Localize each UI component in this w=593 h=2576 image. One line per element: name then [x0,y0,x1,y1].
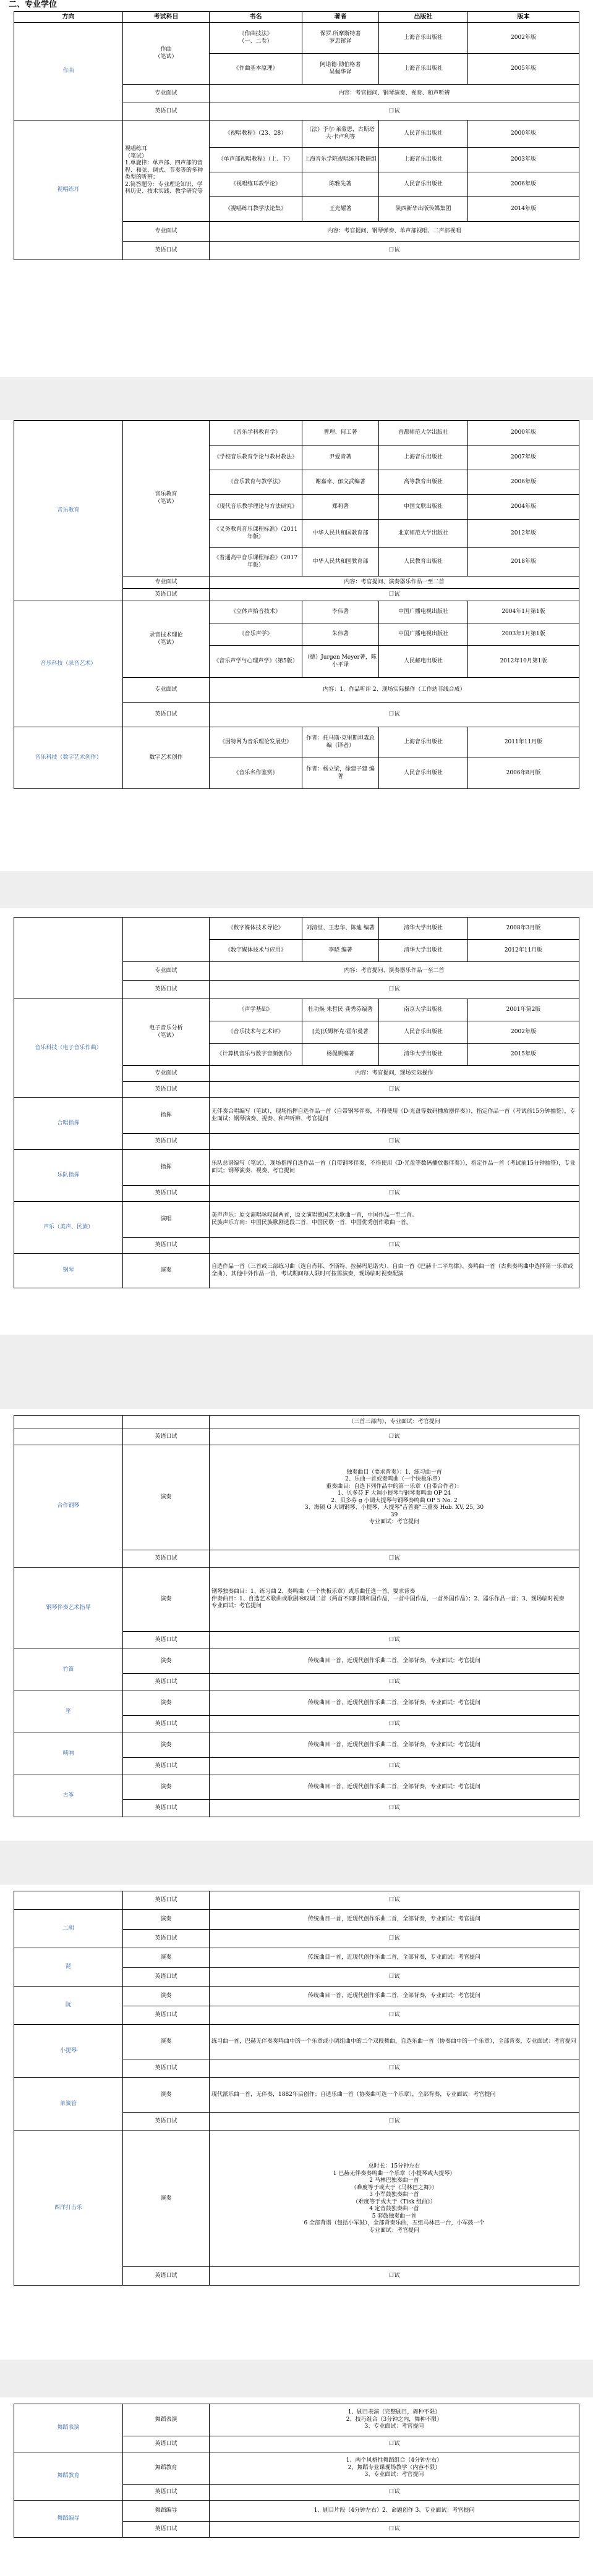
english-label: 英语口试 [123,2522,210,2538]
book: 《现代音乐教学理论与方法研究》 [210,495,302,520]
english-content: 口试 [210,1674,579,1691]
section-title: 二、专业学位 [9,0,58,9]
english-content: 口试 [210,2436,579,2452]
book: 《视唱练耳教学论》 [210,172,302,197]
publisher: 上海音乐出版社 [379,446,468,470]
author: 王光耀著 [302,197,379,222]
author: [美]沃姆杯克·霍尔曼著 [302,1021,379,1044]
english-label: 英语口试 [123,981,210,999]
publisher: 南京大学出版社 [379,999,468,1021]
play-label: 演奏 [123,1733,210,1758]
english-label: 英语口试 [123,1550,210,1568]
play-label: 演奏 [123,1254,210,1288]
play-label: 演奏 [123,1948,210,1968]
publisher: 上海音乐出版社 [379,727,468,758]
english-label: 英语口试 [123,2485,210,2501]
sing-label: 演唱 [123,1202,210,1238]
subject-dance-performance: 舞蹈表演 [123,2404,210,2436]
english-content: 口试 [210,242,579,260]
conduct-label: 指挥 [123,1150,210,1186]
play-label: 演奏 [123,1910,210,1930]
publisher: 中国广播电视出版社 [379,623,468,646]
publisher: 中国文联出版社 [379,495,468,520]
play-content: 钢琴独奏曲目：1、练习曲 2、奏鸣曲（一个快板乐章）或乐曲任选一首，要求背奏 伴奏曲目：1、自选艺术歌曲或歌剧咏叹调二首（两首不同时期和国作品，一首中国作品，一首外国作品）；2、器乐作品一首；3、现场临时视奏 专业面试：考官提问 [210,1568,579,1632]
book: 《单声部视唱教程》（上、下） [210,148,302,172]
direction-recording-art: 音乐科技（录音艺术） [14,601,123,727]
english-content: 口试 [210,703,579,727]
page-gap [0,871,593,908]
play-label: 演奏 [123,1445,210,1550]
author: 尹爱青著 [302,446,379,470]
edition: 2003年1月第1版 [468,623,579,646]
publisher: 高等教育出版社 [379,470,468,495]
edition: 2004年版 [468,495,579,520]
english-label: 英语口试 [123,1800,210,1817]
english-content: 口试 [210,2006,579,2025]
author: 杨侃帆编著 [302,1044,379,1066]
publisher: 清华大学出版社 [379,940,468,962]
english-content: 口试 [210,1891,579,1910]
english-content: 口试 [210,2485,579,2501]
direction-suona: 唢呐 [14,1733,123,1775]
table-4 [14,1415,579,1817]
direction-blank [14,918,123,999]
col-header-subject: 考试科目 [123,12,210,23]
play-label: 演奏 [123,2078,210,2113]
author: 阿诺德·勋伯格著 吴佩华译 [302,54,379,85]
page-gap [0,2360,593,2397]
english-content: 口试 [210,2267,579,2286]
direction-ruan: 阮 [14,1987,123,2025]
subject-dance-education: 舞蹈教育 [123,2452,210,2485]
publisher: 人民音乐出版社 [379,758,468,789]
retest-label: 专业面试 [123,1066,210,1082]
author: 郑莉著 [302,495,379,520]
direction-dizi: 竹笛 [14,1649,123,1691]
author: 杜功焕 朱哲民 龚秀芬编著 [302,999,379,1021]
book: 《作曲技法》 （一、二卷） [210,23,302,54]
subject-digital: 数字艺术创作 [123,727,210,789]
page-3 [0,908,593,1335]
direction-clarinet: 单簧管 [14,2078,123,2131]
english-content: 口试 [210,589,579,601]
book: 《义务教育音乐课程标准》（2011年版） [210,520,302,548]
edition: 2015年版 [468,1044,579,1066]
subject-blank [123,1416,210,1429]
edition: 2005年版 [468,54,579,85]
direction-percussion: 西洋打击乐 [14,2131,123,2286]
book: 《数字媒体技术导论》 [210,918,302,940]
author: 李晓 编著 [302,940,379,962]
author: 保罗.所摩斯特著 罗忠镕译 [302,23,379,54]
english-label: 英语口试 [123,2267,210,2286]
play-content: 现代派乐曲一首，无伴奏，1882年后创作；自选乐曲一首（协奏曲可选一个乐章），全部背奏，专业面试：考官提问 [210,2078,579,2113]
retest-label: 专业面试 [123,576,210,589]
direction-blank [14,1891,123,1910]
page-1 [0,0,593,377]
book: 《因特网为音乐理论发展史》 [210,727,302,758]
edition: 2012年版 [468,520,579,548]
english-content: 口试 [210,1550,579,1568]
play-label: 演奏 [123,1649,210,1674]
publisher: 首都师范大学出版社 [379,421,468,446]
book: 《视唱教程》（23、28） [210,120,302,148]
play-content: 传统曲目一首，近现代创作乐曲二首，全部背奏，专业面试：考官提问 [210,1649,579,1674]
retest-content: 内容：考官提问、演奏器乐作品一至二首 [210,576,579,589]
direction-vocal: 声乐（美声、民族） [14,1202,123,1254]
author: 谢嘉幸、郁文武编著 [302,470,379,495]
publisher: 上海音乐出版社 [379,148,468,172]
english-content: 口试 [210,1632,579,1649]
direction-erhu: 二胡 [14,1910,123,1948]
retest-content: 内容：考官提问，现场实际操作 [210,1066,579,1082]
english-label: 英语口试 [123,242,210,260]
english-content: 口试 [210,2522,579,2538]
choreography-content: 1、剧目片段（4分钟左右）2、命题创作 3、专业面试：考官提问 [210,2501,579,2522]
english-content: 口试 [210,1238,579,1254]
english-content: 口试 [210,1082,579,1098]
subject-electronic: 电子音乐分析 （笔试） [123,999,210,1066]
page-5 [0,1885,593,2360]
english-label: 英语口试 [123,703,210,727]
dance-performance-content: 1、剧目表演（完整剧目，舞种不限） 2、技巧组合（3分钟之内，舞种不限） 3、专业面试：考官提问 [210,2404,579,2436]
english-content: 口试 [210,1716,579,1733]
subject-blank [123,918,210,962]
subject-music-education: 音乐教育 （笔试） [123,421,210,576]
author: 刘清堂、王忠华、陈迪 编著 [302,918,379,940]
edition: 2000年版 [468,421,579,446]
direction-sight-singing: 视唱练耳 [14,120,123,260]
author: 陈雅先著 [302,172,379,197]
publisher: 北京师范大学出版社 [379,520,468,548]
direction-music-education: 音乐教育 [14,421,123,601]
table-5 [14,1891,579,2286]
table-6 [14,2404,579,2538]
publisher: 清华大学出版社 [379,1044,468,1066]
author: 上海音乐学院视唱练耳教研组 [302,148,379,172]
english-content: 口试 [210,2059,579,2078]
book: 《音乐教育与教学法》 [210,470,302,495]
english-label: 英语口试 [123,1758,210,1775]
edition: 2007年版 [468,446,579,470]
edition: 2002年版 [468,23,579,54]
direction-choreography: 舞蹈编导 [14,2501,123,2538]
author: 曹理、何工著 [302,421,379,446]
retest-content: 内容：1、作品听评 2、现场实际操作（工作站非线合成） [210,678,579,703]
publisher: 上海音乐出版社 [379,54,468,85]
edition: 2011年11月版 [468,727,579,758]
subject-recording: 录音技术理论 （笔试） [123,601,210,678]
play-label: 演奏 [123,1775,210,1800]
table-2 [14,420,579,789]
english-label: 英语口试 [123,2113,210,2131]
subject-sight-singing: 视唱练耳 （笔试） 1.单旋律：单声部、四声部的音程、和弦、调式、节奏等的多种类型的听辨； 2.简答题分：专业理论知识、学科历史、技术实践、教学研究等 [123,120,210,222]
col-header-direction: 方向 [14,12,123,23]
book: 《作曲基本原理》 [210,54,302,85]
author: （法）予尔·莱蒙恩，古斯塔夫·卡卢利等 [302,120,379,148]
english-label: 英语口试 [123,1082,210,1098]
play-label: 演奏 [123,1691,210,1716]
col-header-publisher: 出版社 [379,12,468,23]
conduct-content: 乐队总谱编写（笔试），现场指挥自选作品一首（自带钢琴伴奏，不得使用《D·光盘等数码播放器伴奏》），指定作品一首（考试前15分钟抽签），专业面试；钢琴演奏、视奏、考官提问 [210,1150,579,1186]
edition: 2003年版 [468,148,579,172]
english-content: 口试 [210,1930,579,1948]
english-label: 英语口试 [123,1632,210,1649]
english-label: 英语口试 [123,1968,210,1987]
retest-label: 专业面试 [123,85,210,103]
edition: 2000年版 [468,120,579,148]
subject-composition: 作曲 （笔试） [123,23,210,85]
retest-content: 内容：考官提问、钢琴弹奏、单声部视唱、二声部视唱 [210,222,579,242]
english-content: 口试 [210,981,579,999]
english-content: 口试 [210,1186,579,1202]
sing-content: 美声声乐：原文演唱咏叹调两首，原文演唱德国艺术歌曲一首，中国作品一至二首。 民族声乐方向：中国民族歌剧选段二首，中国民歌一首，中国优秀创作歌曲一首。 [210,1202,579,1238]
direction-blank [14,1416,123,1429]
play-content: 传统曲目一首，近现代创作乐曲二首，全部背奏，专业面试：考官提问 [210,1691,579,1716]
dance-education-content: 1、两个风格性舞蹈组合（4分钟左右） 2、舞蹈专业课现场教学（内容不限） 3、专业面试：考官提问 [210,2452,579,2485]
english-content: 口试 [210,2113,579,2131]
author: 中华人民共和国教育部 [302,520,379,548]
book: 《音乐声学与心理声学》（第5版） [210,646,302,678]
english-label: 英语口试 [123,1186,210,1202]
play-label: 演奏 [123,2025,210,2059]
direction-electronic-music: 音乐科技（电子音乐作曲） [14,999,123,1098]
english-label: 英语口试 [123,1891,210,1910]
direction-guzheng: 古筝 [14,1775,123,1817]
play-content: 练习曲一首，巴赫无伴奏奏鸣曲中的一个乐章或小调组曲中的二个双段舞曲，自选乐曲一首（协奏曲中的一个乐章），全部背奏，专业面试：考官提问 [210,2025,579,2059]
book: 《音乐名作鉴赏》 [210,758,302,789]
english-content: 口试 [210,1758,579,1775]
publisher: 上海音乐出版社 [379,23,468,54]
direction-composition: 作曲 [14,23,123,120]
edition: 2001年第2版 [468,999,579,1021]
direction-violin: 小提琴 [14,2025,123,2078]
publisher: 人民教育出版社 [379,548,468,576]
edition: 2018年版 [468,548,579,576]
book: 《音乐声学》 [210,623,302,646]
subject-choreography: 舞蹈编导 [123,2501,210,2522]
direction-dance-education: 舞蹈教育 [14,2452,123,2501]
col-header-book: 书名 [210,12,302,23]
edition: 2008年3月版 [468,918,579,940]
table-3 [14,917,579,1288]
publisher: 人民邮电出版社 [379,646,468,678]
book: 《声学基础》 [210,999,302,1021]
edition: 2006年8月版 [468,758,579,789]
direction-collaborative-piano: 合作钢琴 [14,1445,123,1568]
page-gap [0,1841,593,1885]
play-content: 自选作品一首（三首或三部练习曲（选自肖邦、李斯特、拉赫玛尼诺夫）、自由一首《巴赫十二平均律》、奏鸣曲一首（古典奏鸣曲中选择第一乐章或全曲）、其他中外作品一首，考试期间每人限时可按需演奏，现场临时视奏配演 [210,1254,579,1288]
play-content: 总时长：15分钟左右 1 巴赫无伴奏奏鸣曲一个乐章（小提琴或大提琴） 2 马林巴独奏曲一首 （难度等于或大于《马林巴之舞》） 3 小军鼓独奏曲一首 （难度等于或大于《Tisk 组曲》） 4 定音鼓独奏曲一首 5 套鼓独奏曲一首 6 全部背谱（包括小军鼓），全部背奏乐曲，五组马林巴一台，小军鼓一个 专业面试：考官提问 [210,2131,579,2267]
publisher: 人民音乐出版社 [379,1021,468,1044]
play-content: 传统曲目一首，近现代创作乐曲二首，全部背奏，专业面试：考官提问 [210,1987,579,2006]
table-1 [14,11,579,260]
author: 作者：托马斯·克里斯坦森总编（译者） [302,727,379,758]
english-content: 口试 [210,1800,579,1817]
retest-label: 专业面试 [123,678,210,703]
retest-label: 专业面试 [123,222,210,242]
english-label: 英语口试 [123,1674,210,1691]
play-label: 演奏 [123,1987,210,2006]
direction-digital-art: 音乐科技（数字艺术创作） [14,727,123,789]
author: （德）Jurgen Meyer著，陈小平译 [302,646,379,678]
direction-orchestra-conducting: 乐队指挥 [14,1150,123,1202]
book: 《视唱练耳教学法论集》 [210,197,302,222]
english-label: 英语口试 [123,1716,210,1733]
english-label: 英语口试 [123,589,210,601]
play-content: 独奏曲目（要求背奏）：1、练习曲一首 2、乐曲一首或奏鸣曲（一个快板乐章） 重奏曲目：自选下列作品中的第一乐章（自带合作者）： 1、贝多芬 F 大调小提琴与钢琴奏鸣曲 OP 24 2、贝多芬 g 小调大提琴与钢琴奏鸣曲 OP 5 No. 2 3、海顿 G 大调钢琴、小提琴、大提琴"吉普赛"三重奏 Hob. XV, 25, 30 39 专业面试：考官提问 [210,1445,579,1550]
page-2 [0,420,593,871]
english-content: 口试 [210,1134,579,1150]
english-content: 口试 [210,1968,579,1987]
direction-pipa: 琵 [14,1948,123,1987]
book: 《音乐学科教育学》 [210,421,302,446]
col-header-edition: 版本 [468,12,579,23]
english-content: 口试 [210,103,579,120]
page-4 [0,1409,593,1841]
direction-dance-performance: 舞蹈表演 [14,2404,123,2452]
continued-content: （三首三部内），专业面试：考官提问 [210,1416,579,1429]
edition: 2004年1月第1版 [468,601,579,623]
publisher: 陕西新华出版传媒集团 [379,197,468,222]
english-label: 英语口试 [123,2436,210,2452]
play-content: 传统曲目一首，近现代创作乐曲二首，全部背奏，专业面试：考官提问 [210,1910,579,1930]
play-label: 演奏 [123,1568,210,1632]
conduct-content: 无伴奏合唱编写（笔试），现场指挥自选作品一首（自带钢琴伴奏，不得使用《D·光盘等数码播放器伴奏》），指定作品一首（考试前15分钟抽签），专业面试；钢琴演奏、视奏、和声听辨、考官提问 [210,1098,579,1134]
play-label: 演奏 [123,2131,210,2267]
play-content: 传统曲目一首，近现代创作乐曲二首，全部背奏，专业面试：考官提问 [210,1948,579,1968]
direction-piano-accompaniment: 钢琴伴奏艺术指导 [14,1568,123,1649]
book: 《数字媒体技术与应用》 [210,940,302,962]
edition: 2012年10月第1版 [468,646,579,678]
author: 李伟著 [302,601,379,623]
author: 作者：杨立梁，徐建子建 编著 [302,758,379,789]
book: 《普通高中音乐课程标准》（2017年版） [210,548,302,576]
english-content: 口试 [210,1429,579,1445]
retest-label: 专业面试 [123,962,210,981]
book: 《计算机音乐与数字音频创作》 [210,1044,302,1066]
direction-blank [14,1429,123,1445]
direction-choir-conducting: 合唱指挥 [14,1098,123,1150]
english-label: 英语口试 [123,1429,210,1445]
book: 《学校音乐教育学论与教材教法》 [210,446,302,470]
english-label: 英语口试 [123,2059,210,2078]
direction-sheng: 笙 [14,1691,123,1733]
edition: 2014年版 [468,197,579,222]
conduct-label: 指挥 [123,1098,210,1134]
page-gap [0,377,593,420]
book: 《音乐技术与艺术评》 [210,1021,302,1044]
col-header-author: 著者 [302,12,379,23]
author: 中华人民共和国教育部 [302,548,379,576]
page-6 [0,2397,593,2576]
publisher: 人民音乐出版社 [379,120,468,148]
edition: 2002年版 [468,1021,579,1044]
play-content: 传统曲目一首，近现代创作乐曲二首，全部背奏，专业面试：考官提问 [210,1775,579,1800]
retest-content: 内容：考官提问、演奏器乐作品一至二首 [210,962,579,981]
publisher: 中国广播电视出版社 [379,601,468,623]
english-label: 英语口试 [123,103,210,120]
author: 朱伟著 [302,623,379,646]
english-label: 英语口试 [123,1930,210,1948]
edition: 2006年版 [468,470,579,495]
publisher: 人民音乐出版社 [379,172,468,197]
publisher: 清华大学出版社 [379,918,468,940]
english-label: 英语口试 [123,1238,210,1254]
edition: 2006年版 [468,172,579,197]
retest-content: 内容：考官提问、钢琴演奏、视奏、和声听辨 [210,85,579,103]
page-gap [0,1335,593,1409]
english-label: 英语口试 [123,1134,210,1150]
direction-piano: 钢琴 [14,1254,123,1288]
english-label: 英语口试 [123,2006,210,2025]
play-content: 传统曲目一首，近现代创作乐曲二首，全部背奏，专业面试：考官提问 [210,1733,579,1758]
edition: 2012年11月版 [468,940,579,962]
book: 《立体声拾音技术》 [210,601,302,623]
